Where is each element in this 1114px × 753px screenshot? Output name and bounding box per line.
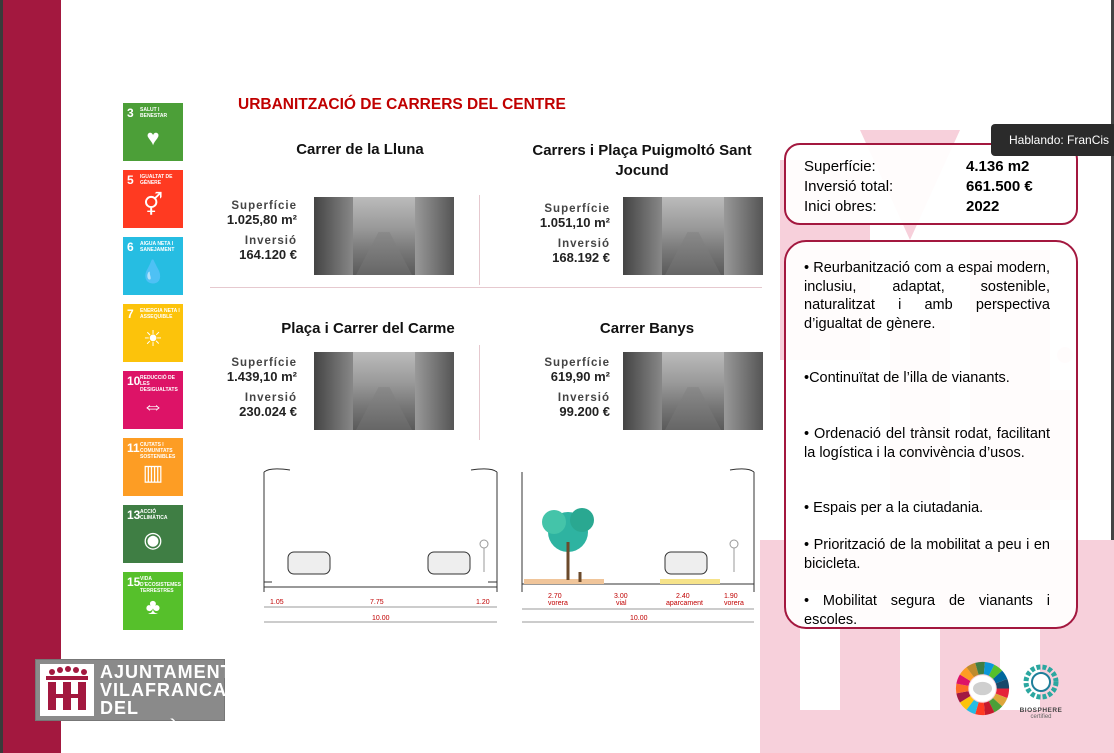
city-icon: ▥ (142, 460, 164, 485)
biosphere-label: BIOSPHERE (1019, 707, 1063, 714)
investment-label: Inversió (557, 238, 610, 250)
sdg-tile-6 (123, 237, 183, 295)
surface-label: Superfície (231, 200, 297, 212)
gender-icon: ⚥ (143, 192, 163, 217)
objectives-box (784, 240, 1078, 629)
sdg-number: 5 (127, 173, 134, 187)
sdg-label: ENERGIA NETA I ASSEQUIBLE (140, 308, 180, 320)
dim-sub: vial (616, 600, 627, 607)
objective-item: • Priorització de la mobilitat a peu i en bicicleta. (804, 537, 1050, 572)
dim-label: 2.40 (676, 593, 690, 600)
street-photo-lluna (314, 197, 454, 275)
sdg-number: 10 (127, 374, 141, 388)
dim-label: 1.20 (476, 599, 490, 606)
surface-label: Superfície (231, 357, 297, 369)
speaker-tooltip: Hablando: FranCis (991, 124, 1114, 156)
sdg-wheel-icon (954, 660, 1011, 717)
street-name-banys: Carrer Banys (599, 320, 695, 337)
page-title: URBANITZACIÓ DE CARRERS DEL CENTRE (238, 96, 566, 113)
dim-sub: vorera (548, 600, 568, 607)
map-silhouette-icon (973, 682, 992, 695)
equality-icon: ⇔ (142, 393, 164, 418)
summary-label: Inversió total: (804, 178, 894, 195)
objective-item: •Continuïtat de l’illa de vianants. (804, 370, 1010, 386)
street-name-carme: Plaça i Carrer del Carme (281, 320, 455, 337)
sdg-number: 11 (127, 441, 140, 455)
objective-item: • Reurbanització com a espai modern, inclusiu, adaptat, sostenible, naturalitzat i amb perspectiva d’igualtat de gènere. (804, 260, 1050, 332)
street-photo-puigmolto (623, 197, 763, 275)
surface-label: Superfície (544, 203, 610, 215)
dim-label: 2.70 (548, 593, 562, 600)
divider-vertical-top (479, 195, 480, 285)
investment-value: 164.120 € (239, 247, 297, 262)
sdg-label: ACCIÓ CLIMÀTICA (140, 509, 168, 521)
surface-value: 1.439,10 m² (226, 369, 297, 384)
tree-icon: ♣ (145, 594, 161, 619)
stats-puigmolto (510, 203, 610, 273)
dim-label: 7.75 (370, 599, 384, 606)
sdg-label: IGUALTAT DE GÈNERE (140, 174, 173, 186)
investment-value: 168.192 € (552, 250, 610, 265)
objective-item: • Ordenació del trànsit rodat, facilitant la logística i la convivència d’usos. (804, 426, 1050, 461)
objective-item: • Espais per a la ciutadania. (804, 500, 984, 516)
logo-line-2: VILAFRANCA (100, 680, 227, 700)
dim-label: 3.00 (614, 593, 628, 600)
sdg-tile-13 (123, 505, 183, 563)
sdg-tile-11 (123, 438, 183, 496)
surface-value: 1.051,10 m² (539, 215, 610, 230)
logo-line-3: DEL PENEDÈS (100, 698, 194, 739)
stats-carme (200, 357, 297, 427)
sdg-icon-column (123, 103, 183, 639)
sdg-label: CIUTATS I COMUNITATS SOSTENIBLES (140, 442, 176, 460)
investment-label: Inversió (244, 235, 297, 247)
sdg-tile-10 (123, 371, 183, 429)
stats-banys (510, 357, 610, 427)
investment-label: Inversió (244, 392, 297, 404)
divider-horizontal (210, 287, 762, 288)
street-section-after (510, 462, 765, 627)
sdg-number: 3 (127, 106, 134, 120)
sdg-number: 13 (127, 508, 141, 522)
logo-line-1: AJUNTAMENT (100, 662, 233, 682)
investment-label: Inversió (557, 392, 610, 404)
sdg-tile-15 (123, 572, 183, 630)
left-window-edge (0, 0, 3, 753)
dim-sub: aparcament (666, 600, 703, 607)
dim-label: 1.05 (270, 599, 284, 606)
biosphere-logo (1018, 662, 1064, 722)
street-name-lluna: Carrer de la Lluna (296, 141, 424, 158)
objective-item: • Mobilitat segura de vianants i escoles. (804, 593, 1050, 628)
surface-value: 1.025,80 m² (226, 212, 297, 227)
street-section-before (250, 462, 505, 627)
sdg-label: AIGUA NETA I SANEJAMENT (140, 241, 175, 253)
stats-lluna (200, 200, 297, 270)
biosphere-ring-icon (1018, 662, 1064, 702)
summary-label: Superfície: (804, 158, 876, 175)
sdg-label: SALUT I BENESTAR (140, 107, 168, 119)
investment-value: 99.200 € (559, 404, 610, 419)
dim-sub: vorera (724, 600, 744, 607)
sdg-tile-5 (123, 170, 183, 228)
water-icon: 💧 (139, 259, 167, 284)
sdg-number: 15 (127, 575, 141, 589)
street-photo-banys (623, 352, 763, 430)
sdg-number: 7 (127, 307, 134, 321)
dim-label: 1.90 (724, 593, 738, 600)
summary-value: 4.136 m2 (966, 158, 1030, 175)
street-name-puigmolto: Carrers i Plaça Puigmoltó Sant Jocund (532, 142, 752, 179)
sdg-label: REDUCCIÓ DE LES DESIGUALTATS (140, 375, 178, 393)
summary-label: Inici obres: (804, 198, 877, 215)
surface-label: Superfície (544, 357, 610, 369)
ajuntament-logo (35, 659, 233, 739)
sdg-tile-7 (123, 304, 183, 362)
left-brand-bar (0, 0, 61, 753)
summary-value: 2022 (966, 198, 1000, 215)
dim-total: 10.00 (372, 615, 390, 622)
sdg-number: 6 (127, 240, 134, 254)
sdg-tile-3 (123, 103, 183, 161)
summary-value: 661.500 € (966, 178, 1033, 195)
investment-value: 230.024 € (239, 404, 297, 419)
dim-total: 10.00 (630, 615, 648, 622)
eye-globe-icon: ◉ (143, 527, 163, 552)
sdg-label: VIDA D'ECOSISTEMES TERRESTRES (140, 576, 181, 594)
sun-icon: ☀ (143, 326, 163, 351)
biosphere-sublabel: certified (1030, 714, 1052, 720)
surface-value: 619,90 m² (550, 369, 610, 384)
divider-vertical-bottom (479, 345, 480, 440)
heartbeat-icon: ♥ (146, 125, 160, 150)
street-photo-carme (314, 352, 454, 430)
city-shield-icon (40, 664, 94, 716)
